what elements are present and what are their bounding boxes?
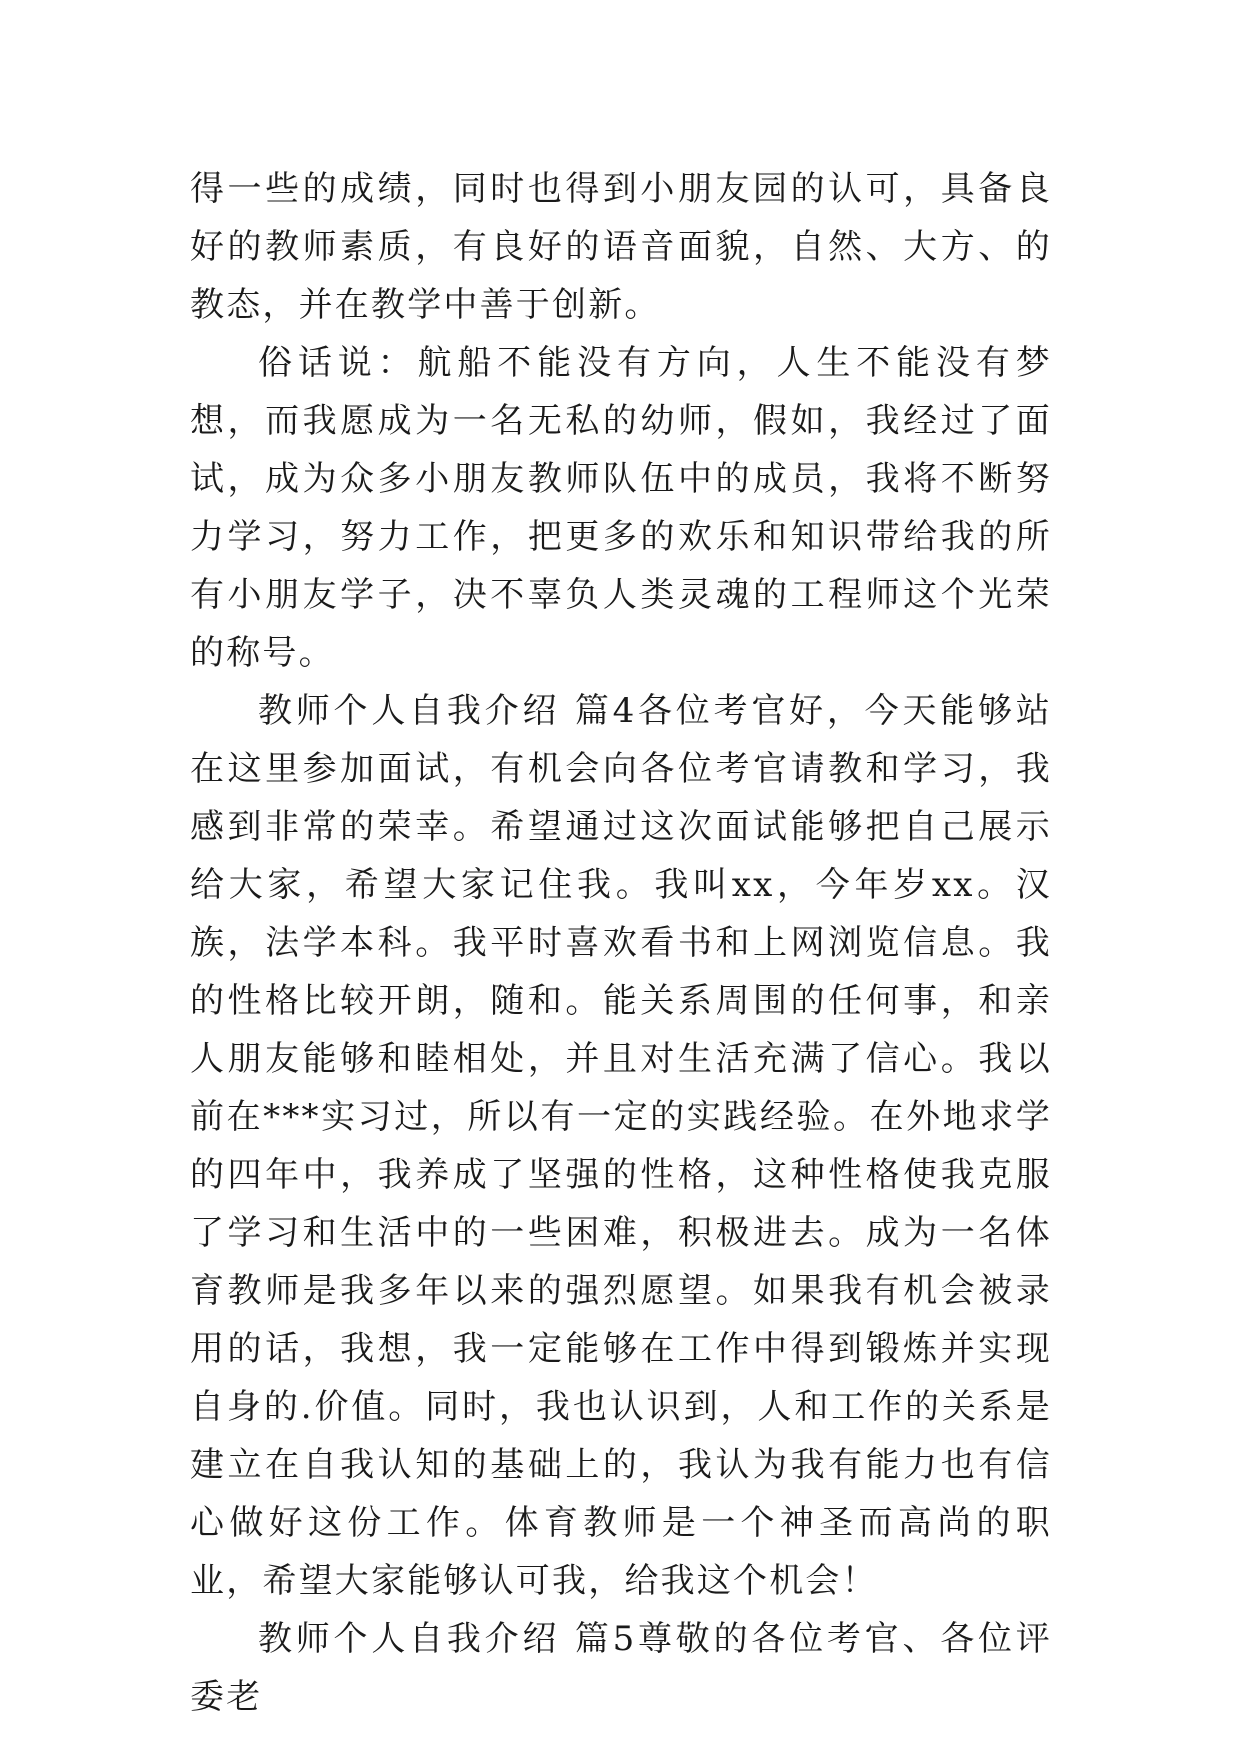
document-page	[190, 160, 1052, 1726]
paragraph-4: 教师个人自我介绍 篇5尊敬的各位考官、各位评委老	[190, 1619, 1052, 1717]
paragraph-2: 俗话说：航船不能没有方向，人生不能没有梦想，而我愿成为一名无私的幼师，假如，我经过了面试，成为众多小朋友教师队伍中的成员，我将不断努力学习，努力工作，把更多的欢乐和知识带给我的所有小朋友学子，决不辜负人类灵魂的工程师这个光荣的称号。	[190, 343, 1052, 673]
paragraph-3: 教师个人自我介绍 篇4各位考官好，今天能够站在这里参加面试，有机会向各位考官请教和学习，我感到非常的荣幸。希望通过这次面试能够把自己展示给大家，希望大家记住我。我叫xx，今年岁xx。汉族，法学本科。我平时喜欢看书和上网浏览信息。我的性格比较开朗，随和。能关系周围的任何事，和亲人朋友能够和睦相处，并且对生活充满了信心。我以前在***实习过，所以有一定的实践经验。在外地求学的四年中，我养成了坚强的性格，这种性格使我克服了学习和生活中的一些困难，积极进去。成为一名体育教师是我多年以来的强烈愿望。如果我有机会被录用的话，我想，我一定能够在工作中得到锻炼并实现自身的.价值。同时，我也认识到，人和工作的关系是建立在自我认知的基础上的，我认为我有能力也有信心做好这份工作。体育教师是一个神圣而高尚的职业，希望大家能够认可我，给我这个机会！	[190, 691, 1052, 1601]
paragraph-1: 得一些的成绩，同时也得到小朋友园的认可，具备良好的教师素质，有良好的语音面貌，自然、大方、的教态，并在教学中善于创新。	[190, 169, 1052, 325]
